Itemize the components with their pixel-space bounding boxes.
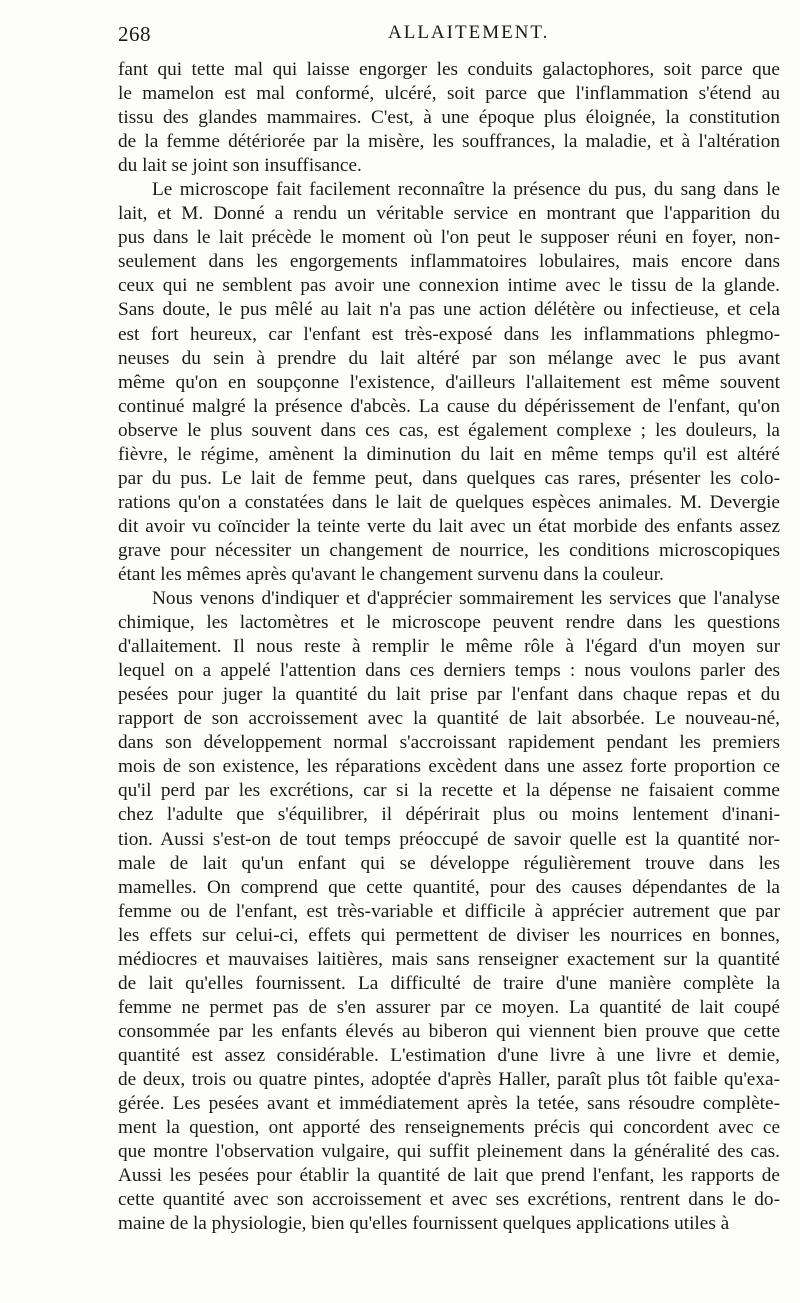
text-line: mois de son existence, les réparations excèdent dans une assez forte proportion ce — [118, 756, 780, 778]
text-line: lait, et M. Donné a rendu un véritable service en montrant que l'apparition du — [118, 203, 780, 225]
text-line: continué malgré la présence d'abcès. La cause du dépérissement de l'enfant, qu'on — [118, 395, 780, 417]
text-line: Le microscope fait facilement reconnaître la présence du pus, du sang dans le — [152, 179, 780, 201]
text-line: quantité est assez considérable. L'estimation d'une livre à une livre et demie, — [118, 1044, 780, 1066]
text-line: dans son développement normal s'accroissant rapidement pendant les premiers — [118, 732, 780, 754]
paragraph — [118, 587, 780, 1236]
text-line: par du pus. Le lait de femme peut, dans quelques cas rares, présenter les colo- — [118, 467, 780, 489]
text-line: étant les mêmes après qu'avant le changement survenu dans la couleur. — [118, 563, 664, 585]
text-line: que montre l'observation vulgaire, qui suffit pleinement dans la généralité des cas. — [118, 1141, 780, 1163]
paragraph — [118, 178, 780, 587]
text-line: ceux qui ne semblent pas avoir une connexion intime avec le tissu de la glande. — [118, 275, 780, 297]
text-line: seulement dans les engorgements inflammatoires lobulaires, mais encore dans — [118, 251, 780, 273]
text-line: pesées pour juger la quantité du lait prise par l'enfant dans chaque repas et du — [118, 684, 780, 706]
text-line: du lait se joint son insuffisance. — [118, 155, 362, 177]
text-line: les effets sur celui-ci, effets qui permettent de diviser les nourrices en bonnes, — [118, 924, 780, 946]
text-line: de deux, trois ou quatre pintes, adoptée d'après Haller, paraît plus tôt faible qu'exa- — [118, 1068, 780, 1090]
text-line: lequel on a appelé l'attention dans ces derniers temps : nous voulons parler des — [118, 660, 780, 682]
text-line: même qu'on en soupçonne l'existence, d'ailleurs l'allaitement est même souvent — [118, 371, 780, 393]
text-line: de lait qu'elles fournissent. La difficulté de traire d'une manière complète la — [118, 972, 780, 994]
text-line: consommée par les enfants élevés au biberon qui viennent bien prouve que cette — [118, 1020, 780, 1042]
text-line: Aussi les pesées pour établir la quantité de lait que prend l'enfant, les rapports de — [118, 1165, 780, 1187]
text-line: médiocres et mauvaises laitières, mais sans renseigner exactement sur la quantité — [118, 948, 780, 970]
text-line: tion. Aussi s'est-on de tout temps préoccupé de savoir quelle est la quantité nor- — [118, 828, 780, 850]
text-line: Sans doute, le pus mêlé au lait n'a pas une action délétère ou infectieuse, et cela — [118, 299, 780, 321]
text-line: de la femme détériorée par la misère, les souffrances, la maladie, et à l'altération — [118, 131, 780, 153]
page-number: 268 — [118, 22, 151, 46]
running-title: ALLAITEMENT. — [388, 22, 550, 43]
text-line: fant qui tette mal qui laisse engorger les conduits galactophores, soit parce que — [118, 59, 780, 80]
text-line: chimique, les lactomètres et le microscope peuvent rendre dans les questions — [118, 612, 780, 634]
text-line: mamelles. On comprend que cette quantité, pour des causes dépendantes de la — [118, 876, 780, 898]
text-line: est fort heureux, car l'enfant est très-exposé dans les inflammations phlegmo- — [118, 323, 780, 345]
text-line: chez l'adulte que s'équilibrer, il dépérirait plus ou moins lentement d'inani- — [118, 804, 780, 826]
text-line: dit avoir vu coïncider la teinte verte du lait avec un état morbide des enfants assez — [118, 515, 780, 537]
text-line: rations qu'on a constatées dans le lait de quelques espèces animales. M. Devergie — [118, 491, 780, 513]
text-line: pus dans le lait précède le moment où l'on peut le supposer réuni en foyer, non- — [118, 227, 780, 249]
text-line: qu'il perd par les excrétions, car si la recette et la dépense ne faisaient comme — [118, 780, 780, 802]
body-text — [118, 58, 780, 1236]
text-line: neuses du sein à prendre du lait altéré par son mélange avec le pus avant — [118, 347, 780, 369]
paragraph — [118, 58, 780, 178]
text-line: rapport de son accroissement avec la quantité de lait absorbée. Le nouveau-né, — [118, 708, 780, 730]
text-line: Nous venons d'indiquer et d'apprécier sommairement les services que l'analyse — [152, 588, 780, 610]
text-line: male de lait qu'un enfant qui se développe régulièrement trouve dans les — [118, 852, 780, 874]
text-line: observe le plus souvent dans ces cas, est également complexe ; les douleurs, la — [118, 419, 780, 441]
text-line: femme ou de l'enfant, est très-variable et difficile à apprécier autrement que par — [118, 900, 780, 922]
text-line: fièvre, le régime, amènent la diminution du lait en même temps qu'il est altéré — [118, 443, 780, 465]
text-line: grave pour nécessiter un changement de nourrice, les conditions microscopiques — [118, 539, 780, 561]
text-line: femme ne permet pas de s'en assurer par ce moyen. La quantité de lait coupé — [118, 996, 780, 1018]
text-line: le mamelon est mal conformé, ulcéré, soit parce que l'inflammation s'étend au — [118, 83, 780, 105]
text-line: cette quantité avec son accroissement et avec ses excrétions, rentrent dans le do- — [118, 1189, 780, 1211]
text-line: ment la question, ont apporté des renseignements précis qui concordent avec ce — [118, 1117, 780, 1139]
text-line: tissu des glandes mammaires. C'est, à une époque plus éloignée, la constitution — [118, 107, 780, 129]
text-line: d'allaitement. Il nous reste à remplir le même rôle à l'égard d'un moyen sur — [118, 636, 780, 658]
text-line: maine de la physiologie, bien qu'elles fournissent quelques applications utiles à — [118, 1213, 730, 1235]
text-line: gérée. Les pesées avant et immédiatement après la tetée, sans résoudre complète- — [118, 1093, 780, 1115]
running-head — [118, 22, 778, 50]
